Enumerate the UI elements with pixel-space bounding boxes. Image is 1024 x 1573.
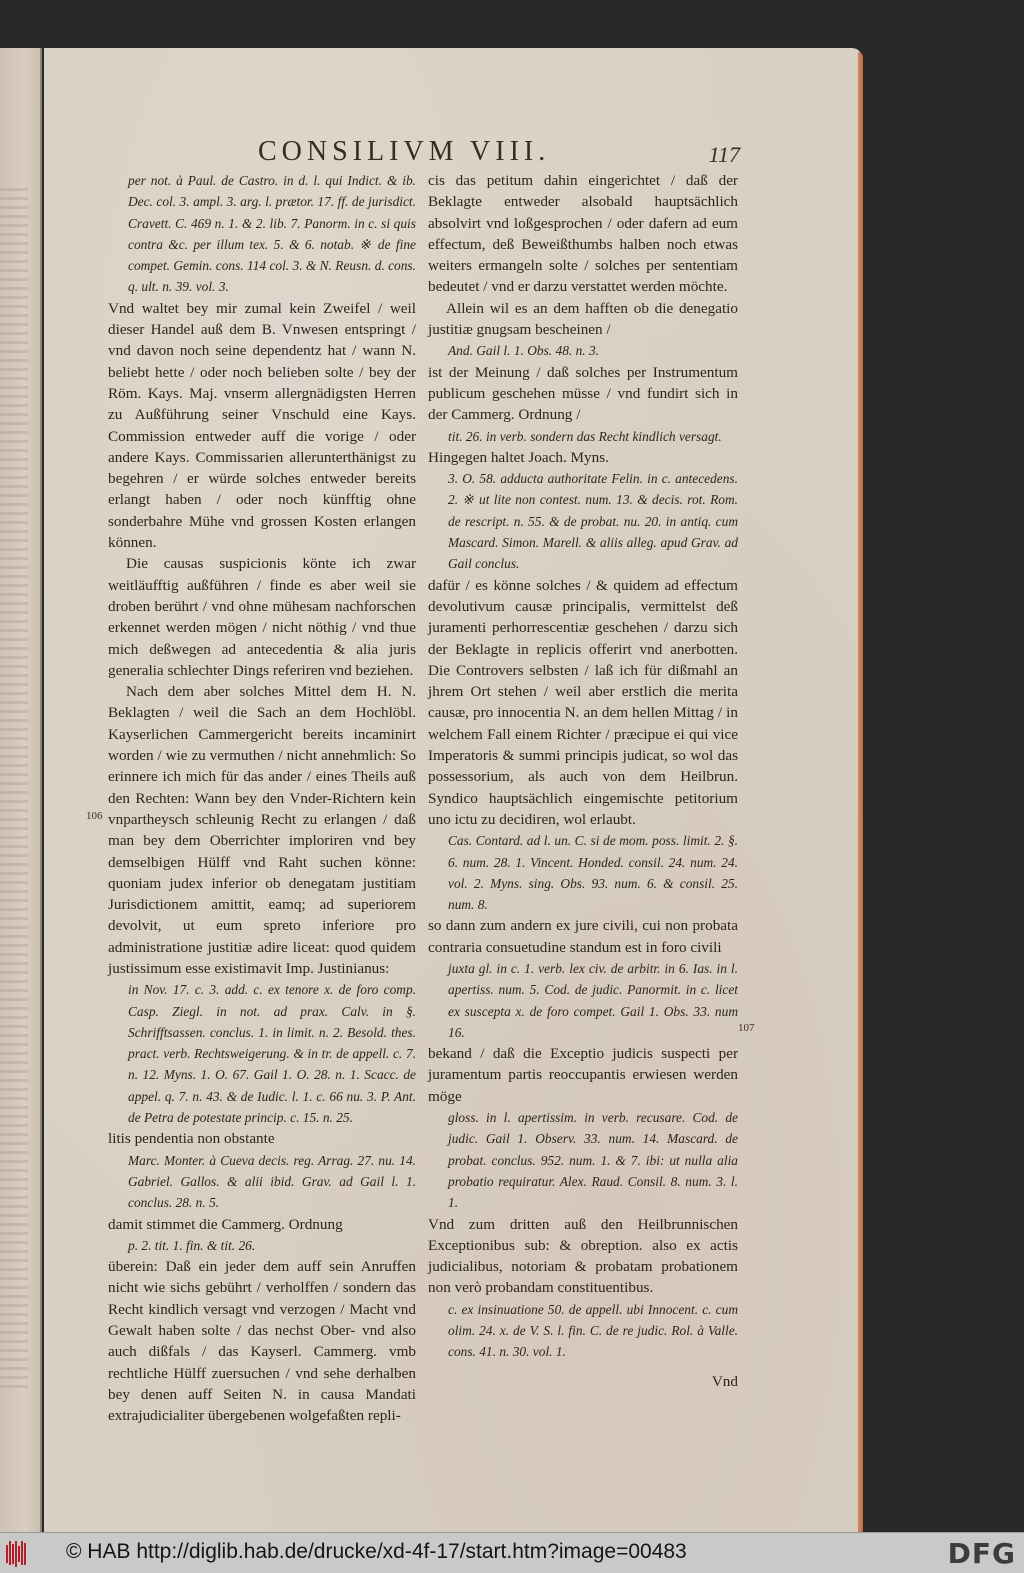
citation: And. Gail l. 1. Obs. 48. n. 3. bbox=[448, 343, 600, 359]
paragraph: überein: Daß ein jeder dem auff sein Anruffen nicht wie sichs gebührt / verholffen / sondern das Recht kindlich versagt vnd verzogen / Macht vnd Gewalt haben solte / das nechst Ober- vnd also auch dißfals / das Kayserl. Cammerg. vmb rechtliche Hülff zuersuchen / vnd sehe derhalben bey denen auff Seiten N. in causa Mandati extrajudicialiter übergebenen wolgefaßten repli- bbox=[108, 1258, 416, 1425]
paragraph: litis pendentia non obstante bbox=[108, 1130, 275, 1148]
left-column bbox=[108, 170, 416, 1427]
running-head bbox=[258, 136, 748, 172]
footer-bar bbox=[0, 1532, 1024, 1573]
citation: 3. O. 58. adducta authoritate Felin. in c. antecedens. 2. ※ ut lite non contest. num. 13. & decis. rot. Rom. de rescript. n. 55. & de probat. nu. 20. in antiq. cum Mascard. Simon. Marell. & aliis alleg. apud Grav. ad Gail conclus. bbox=[448, 471, 738, 572]
margin-note-left: 106 bbox=[86, 810, 103, 822]
paragraph: cis das petitum dahin eingerichtet / daß der Beklagte entweder alsobald hauptsächlich absolvirt vnd loßgesprochen / oder dafern ad eum effectum, deß Beweißthumbs halben noch etwas weiters ermangeln solte / solches per sententiam bedeutet / vnd er darzu verstattet werden möchte. bbox=[428, 172, 738, 296]
paragraph: ist der Meinung / daß solches per Instrumentum publicum geschehen müsse / vnd fundirt sich in der Cammerg. Ordnung / bbox=[428, 363, 738, 424]
citation: Marc. Monter. à Cueva decis. reg. Arrag. 27. nu. 14. Gabriel. Gallos. & alii ibid. Grav. ad Gail l. 1. conclus. 28. n. 5. bbox=[128, 1152, 416, 1211]
paragraph: Allein wil es an dem hafften ob die denegatio justitiæ gnugsam bescheinen / bbox=[428, 299, 738, 339]
copyright-url: © HAB http://diglib.hab.de/drucke/xd-4f-17/start.htm?image=00483 bbox=[66, 1540, 687, 1563]
gutter-line bbox=[40, 48, 42, 1532]
paragraph: Die causas suspicionis könte ich zwar weitläufftig außführen / finde es aber weil sie droben berührt / vnd ohne mühesam nachforschen erkennet werden mögen / nicht nöthig / vnd thue mich deßwegen ad antecedentia & alia juris generalia schlechter Dings referiren vnd beziehen. bbox=[108, 555, 416, 679]
right-column bbox=[428, 170, 738, 1392]
paragraph: Hingegen haltet Joach. Myns. bbox=[428, 448, 609, 466]
running-title: CONSILIVM VIII. bbox=[258, 136, 551, 167]
citation: p. 2. tit. 1. fin. & tit. 26. bbox=[128, 1237, 256, 1253]
citation: c. ex insinuatione 50. de appell. ubi Innocent. c. cum olim. 24. x. de V. S. l. fin. C. de re judic. Rol. à Valle. cons. 41. n. 30. vol. 1. bbox=[448, 1301, 738, 1360]
margin-note-right: 107 bbox=[738, 1022, 755, 1034]
paragraph: damit stimmet die Cammerg. Ordnung bbox=[108, 1215, 343, 1233]
paragraph: Vnd zum dritten auß den Heilbrunnischen Exceptionibus sub: & obreption. also ex actis judicialibus, notoriam & probatam probationem non verò probandam constituentibus. bbox=[428, 1215, 738, 1297]
previous-page-edge bbox=[0, 48, 42, 1532]
paragraph: bekand / daß die Exceptio judicis suspecti per juramentum partis reoccupantis erwiesen werden möge bbox=[428, 1045, 738, 1105]
dfg-logo-icon: DFG bbox=[947, 1537, 1016, 1570]
citation: juxta gl. in c. 1. verb. lex civ. de arbitr. in 6. Ias. in l. apertiss. num. 5. Cod. de judic. Panormit. in c. licet ex suscepta x. de foro compet. Gail 1. Obs. 33. num 16. bbox=[448, 960, 738, 1040]
paragraph: Nach dem aber solches Mittel dem H. N. Beklagten / weil die Sach an dem Hochlöbl. Kayserlichen Cammergericht bereits incaminirt worden / wie zu vermuthen / nicht annehmlich: So erinnere ich mich für das ander / eines Theils auß den Rechten: Wann bey den Vnder-Richtern kein vnpartheysch schleunig Recht zu erlangen / daß man bey dem Oberrichter imploriren vnd bey demselbigen Hülff vnd Raht suchen könne: quoniam judex inferior ob denegatam justitiam Jurisdictionem amittit, eamq; ad superiorem devolvit, ut eum spreto inferiore pro administratione justitiæ adire liceat: quod quidem justissimum esse existimavit Imp. Justinianus: bbox=[108, 683, 416, 977]
bleed-through-text bbox=[0, 188, 28, 1388]
hab-logo-icon bbox=[6, 1541, 28, 1567]
citation: Cas. Contard. ad l. un. C. si de mom. poss. limit. 2. §. 6. num. 28. 1. Vincent. Honded. consil. 24. num. 24. vol. 2. Myns. sing. Obs. 93. num. 6. & consil. 25. num. 8. bbox=[448, 833, 738, 913]
page-edge bbox=[858, 52, 863, 1532]
citation: tit. 26. in verb. sondern das Recht kindlich versagt. bbox=[448, 428, 722, 444]
paragraph: dafür / es könne solches / & quidem ad effectum devolutivum causæ principalis, vermittelst deß juramenti perhorrescentiæ geschehen / darzu sich der Beklagte in replicis offerirt vnd anerbotten. Die Controvers selbsten / laß ich für dißmahl an jhrem Ort stehen / weil aber erstlich die merita causæ, pro innocentia N. an dem hellen Mittag / in welchem Fall einem Richter / præcipue ei qui vice Imperatoris & summi principis judicat, so wol das possessorium, als auch von dem Heilbrun. Syndico hauptsächlich eingemischte petitorium uno ictu zu decidiren, wol erlaubt. bbox=[428, 576, 738, 828]
page-number: 117 bbox=[708, 142, 740, 167]
citation: gloss. in l. apertissim. in verb. recusare. Cod. de judic. Gail 1. Observ. 33. num. 14. Mascard. de probat. conclus. 952. num. 1. & 7. ibi: ut nulla alia probatio requiratur. Alex. Raud. Consil. 8. num. 3. l. 1. bbox=[448, 1110, 738, 1211]
catchword: Vnd bbox=[711, 1372, 738, 1390]
citation: per not. à Paul. de Castro. in d. l. qui Indict. & ib. Dec. col. 3. ampl. 3. arg. l. prætor. 17. ff. de jurisdict. Cravett. C. 469 n. 1. & 2. lib. 7. Panorm. in c. si quis contra &c. per illum tex. 5. & 6. notab. ※ de fine compet. Gemin. cons. 114 col. 3. & N. Reusn. d. cons. q. ult. n. 39. vol. 3. bbox=[128, 173, 416, 295]
paragraph: so dann zum andern ex jure civili, cui non probata contraria consuetudine standum est in foro civili bbox=[428, 917, 738, 956]
citation: in Nov. 17. c. 3. add. c. ex tenore x. de foro comp. Casp. Ziegl. in not. ad prax. Calv. in §. Schrifftsassen. conclus. 1. in limit. n. 2. Besold. thes. pract. verb. Rechtsweigerung. & in tr. de appell. c. 7. n. 12. Myns. 1. O. 67. Gail 1. O. 28. n. 1. Scacc. de appel. q. 7. n. 43. & de Iudic. l. 1. c. 66 nu. 3. P. Ant. de Petra de potestate princip. c. 15. n. 25. bbox=[128, 982, 416, 1126]
paragraph: Vnd waltet bey mir zumal kein Zweifel / weil dieser Handel auß dem B. Vnwesen entspringt / vnd davon noch seine dependentz hat / wann N. beliebt hette / oder noch belieben solte / bey der Röm. Kays. Maj. vnserm allergnädigsten Herren zu Außführung seiner Vnschuld eine Kays. Commission entweder auff die vorige / oder andere Kays. Commissarien allerunterthänigst zu begehren / er würde solches entweder bereits erlangt haben / oder noch künfftig ohne sonderbahre Mühe vnd grossen Kosten erlangen können. bbox=[108, 299, 416, 552]
